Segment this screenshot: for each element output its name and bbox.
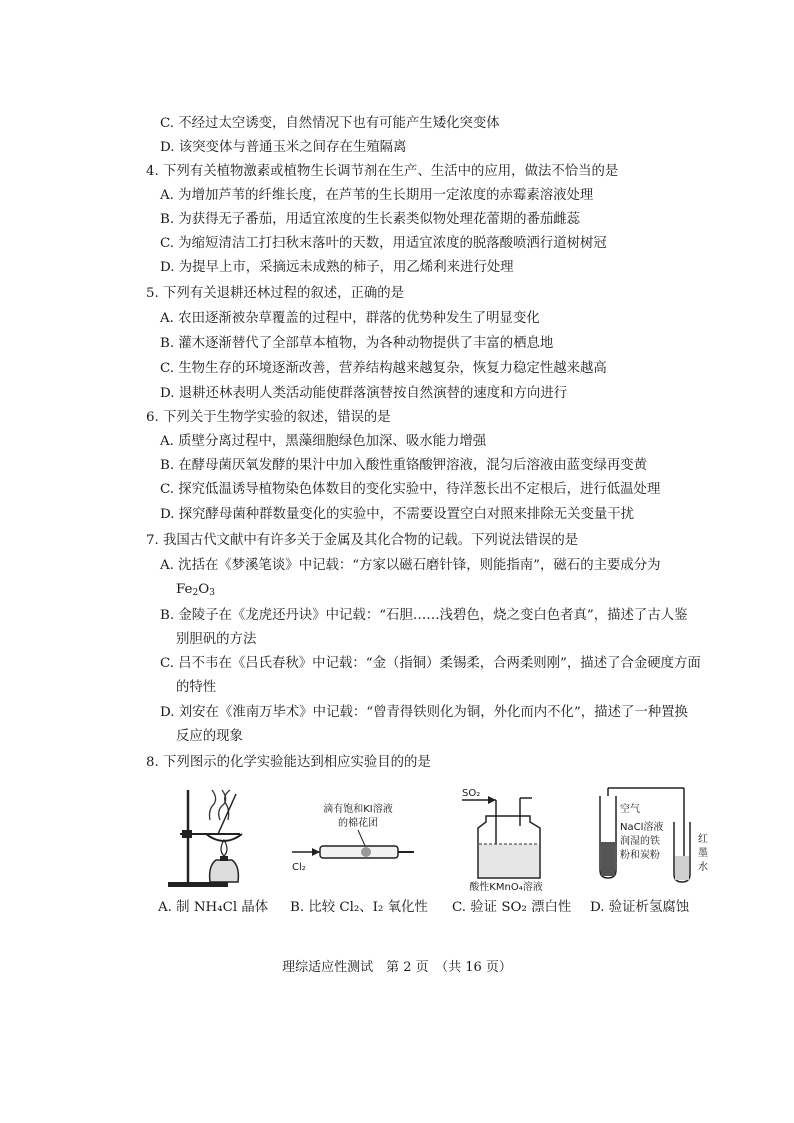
q8-stem: 8. 下列图示的化学实验能达到相应实验目的的是 — [146, 755, 431, 770]
q5-option-d: D. 退耕还林表明人类活动能使群落演替按自然演替的速度和方向进行 — [160, 386, 568, 401]
figure-c-gas-label: SO₂ — [462, 788, 481, 799]
q3-option-c: C. 不经过太空诱变，自然情况下也有可能产生矮化突变体 — [160, 116, 500, 131]
figure-d-label-line1: NaCl溶液 — [620, 822, 664, 833]
q7-option-c-line2: 的特性 — [176, 680, 217, 695]
q5-option-b: B. 灌木逐渐替代了全部草本植物，为各种动物提供了丰富的栖息地 — [160, 336, 554, 351]
figure-b-drawing — [290, 782, 420, 892]
q4-option-d: D. 为提早上市，采摘远未成熟的柿子，用乙烯利来进行处理 — [160, 260, 514, 275]
page-footer: 理综适应性测试 第 2 页 （共 16 页） — [282, 960, 512, 975]
figure-d-red-ink-1: 红 — [698, 834, 708, 845]
figure-b-label-line2: 的棉花团 — [338, 818, 378, 829]
figure-d-apparatus — [590, 782, 730, 892]
figure-c-caption: C. 验证 SO₂ 漂白性 — [452, 900, 572, 915]
figure-c-apparatus — [450, 782, 570, 892]
q4-option-a: A. 为增加芦苇的纤维长度，在芦苇的生长期用一定浓度的赤霉素溶液处理 — [160, 188, 594, 203]
q6-option-c: C. 探究低温诱导植物染色体数目的变化实验中，待洋葱长出不定根后，进行低温处理 — [160, 482, 661, 497]
figure-b-label-line1: 滴有饱和KI溶液 — [323, 804, 393, 815]
q5-stem: 5. 下列有关退耕还林过程的叙述，正确的是 — [146, 286, 405, 301]
q7-option-a-line2: $Fe_2O_3$ — [176, 582, 215, 598]
figure-d-air-label: 空气 — [620, 804, 640, 815]
figure-a-drawing — [158, 782, 268, 892]
q7-option-a-line1: A. 沈括在《梦溪笔谈》中记载：“方家以磁石磨针锋，则能指南”，磁石的主要成分为 — [160, 558, 661, 573]
figure-d-label-line3: 粉和炭粉 — [620, 850, 660, 861]
figure-d-red-ink-2: 墨 — [698, 848, 708, 859]
q4-option-c: C. 为缩短清洁工打扫秋末落叶的天数，用适宜浓度的脱落酸喷洒行道树树冠 — [160, 236, 607, 251]
q6-stem: 6. 下列关于生物学实验的叙述，错误的是 — [146, 410, 391, 425]
q4-option-b: B. 为获得无子番茄，用适宜浓度的生长素类似物处理花蕾期的番茄雌蕊 — [160, 212, 581, 227]
figure-b-caption: B. 比较 Cl₂、I₂ 氧化性 — [290, 900, 428, 915]
q4-stem: 4. 下列有关植物激素或植物生长调节剂在生产、生活中的应用，做法不恰当的是 — [146, 164, 619, 179]
figure-b-gas-label: Cl₂ — [292, 862, 306, 873]
q6-option-d: D. 探究酵母菌种群数量变化的实验中，不需要设置空白对照来排除无关变量干扰 — [160, 507, 635, 522]
q6-option-a: A. 质壁分离过程中，黑藻细胞绿色加深、吸水能力增强 — [160, 434, 487, 449]
q5-option-c: C. 生物生存的环境逐渐改善，营养结构越来越复杂，恢复力稳定性越来越高 — [160, 361, 607, 376]
figure-a-caption: A. 制 NH₄Cl 晶体 — [158, 900, 269, 915]
q7-option-d-line1: D. 刘安在《淮南万毕术》中记载：“曾青得铁则化为铜，外化而内不化”，描述了一种置换 — [160, 705, 688, 720]
figure-c-solution-label: 酸性KMnO₄溶液 — [469, 882, 543, 892]
figure-d-label-line2: 润湿的铁 — [620, 836, 660, 847]
figure-a-apparatus — [158, 782, 268, 892]
q7-option-b-line1: B. 金陵子在《龙虎还丹诀》中记载：“石胆……浅碧色，烧之变白色者真”，描述了古人鉴 — [160, 608, 688, 623]
figure-d-caption: D. 验证析氢腐蚀 — [590, 900, 690, 915]
q7-option-d-line2: 反应的现象 — [176, 729, 243, 744]
figure-d-drawing — [590, 782, 730, 892]
figure-b-apparatus — [290, 782, 420, 892]
q7-stem: 7. 我国古代文献中有许多关于金属及其化合物的记载。下列说法错误的是 — [146, 533, 579, 548]
q8-figures — [150, 782, 730, 927]
q6-option-b: B. 在酵母菌厌氧发酵的果汁中加入酸性重铬酸钾溶液，混匀后溶液由蓝变绿再变黄 — [160, 458, 648, 473]
figure-c-drawing — [450, 782, 570, 892]
q3-option-d: D. 该突变体与普通玉米之间存在生殖隔离 — [160, 140, 407, 155]
q5-option-a: A. 农田逐渐被杂草覆盖的过程中，群落的优势种发生了明显变化 — [160, 311, 540, 326]
figure-d-red-ink-3: 水 — [698, 862, 708, 873]
q7-option-b-line2: 别胆矾的方法 — [176, 632, 257, 647]
q7-option-c-line1: C. 吕不韦在《吕氏春秋》中记载：“金（指铜）柔锡柔，合两柔则刚”，描述了合金硬度方面 — [160, 656, 701, 671]
